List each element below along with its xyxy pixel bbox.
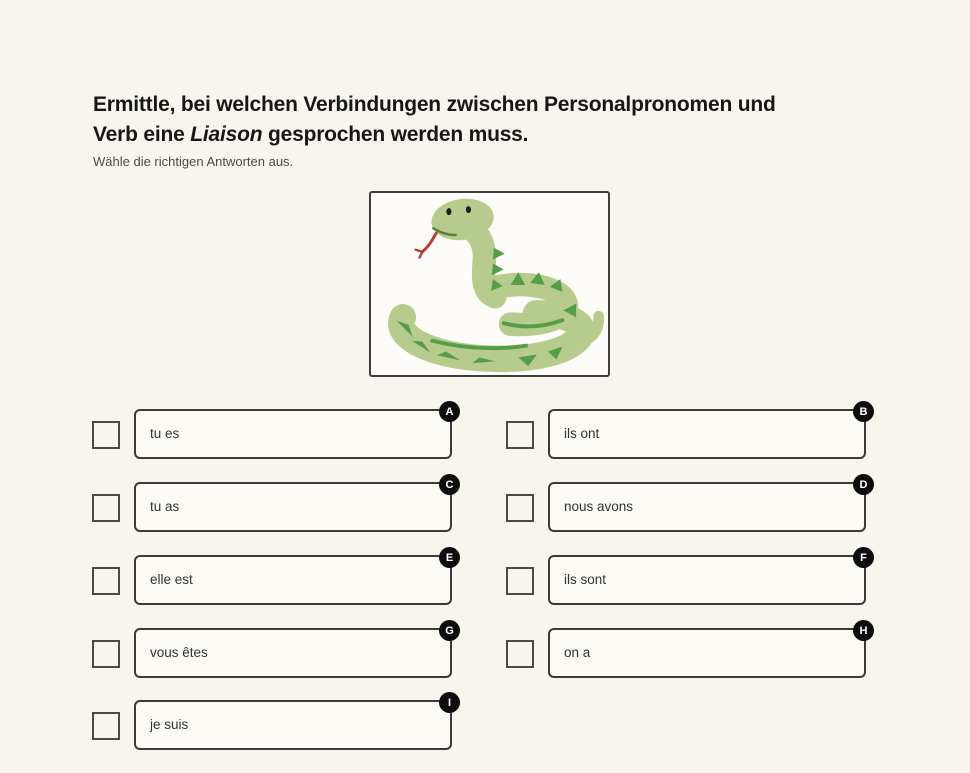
option-letter-badge: A	[439, 401, 460, 422]
answer-box[interactable]	[134, 624, 454, 678]
option-letter-badge: D	[853, 474, 874, 495]
answer-label: tu as	[150, 499, 180, 514]
task-instruction: Wähle die richtigen Antworten aus.	[93, 154, 294, 169]
answer-label: ils ont	[564, 426, 600, 441]
answer-box[interactable]	[134, 405, 454, 459]
option-letter-badge: E	[439, 547, 460, 568]
answer-option-e[interactable]	[92, 551, 454, 607]
title-line2-pre: Verb eine	[93, 123, 191, 146]
answer-option-b[interactable]	[506, 405, 868, 461]
page-title	[93, 90, 923, 150]
answer-box[interactable]	[548, 478, 868, 532]
answer-option-f[interactable]	[506, 551, 867, 607]
answer-option-i[interactable]	[92, 696, 453, 752]
option-letter-badge: F	[853, 547, 874, 568]
option-letter-badge: H	[853, 620, 874, 641]
option-letter-badge: C	[439, 474, 460, 495]
answer-label: ils sont	[564, 572, 607, 587]
title-line2-post: gesprochen werden muss.	[262, 123, 529, 146]
checkbox[interactable]	[92, 421, 120, 449]
snake-image	[369, 191, 610, 377]
answer-label: on a	[564, 645, 591, 660]
answer-box[interactable]	[548, 624, 868, 678]
title-line1: Ermittle, bei welchen Verbindungen zwischen Personalpronomen und	[93, 93, 776, 116]
answer-label: je suis	[150, 717, 189, 732]
answer-option-a[interactable]	[92, 405, 454, 461]
answer-option-h[interactable]	[506, 624, 868, 680]
answer-label: elle est	[150, 572, 193, 587]
answer-box[interactable]	[134, 478, 454, 532]
checkbox[interactable]	[506, 567, 534, 595]
checkbox[interactable]	[92, 567, 120, 595]
snake-icon	[371, 193, 608, 375]
checkbox[interactable]	[506, 640, 534, 668]
checkbox[interactable]	[92, 640, 120, 668]
answer-option-g[interactable]	[92, 624, 454, 680]
answer-option-d[interactable]	[506, 478, 868, 534]
checkbox[interactable]	[92, 712, 120, 740]
checkbox[interactable]	[506, 494, 534, 522]
option-letter-badge: I	[439, 692, 460, 713]
answer-box[interactable]	[548, 551, 867, 605]
option-letter-badge: G	[439, 620, 460, 641]
answer-box[interactable]	[548, 405, 868, 459]
answer-box[interactable]	[134, 696, 452, 750]
checkbox[interactable]	[92, 494, 120, 522]
option-letter-badge: B	[853, 401, 874, 422]
answer-label: vous êtes	[150, 645, 208, 660]
answer-label: tu es	[150, 426, 180, 441]
answer-label: nous avons	[564, 499, 634, 514]
answer-box[interactable]	[134, 551, 454, 605]
answer-option-c[interactable]	[92, 478, 454, 534]
checkbox[interactable]	[506, 421, 534, 449]
title-emphasis: Liaison	[190, 123, 263, 146]
